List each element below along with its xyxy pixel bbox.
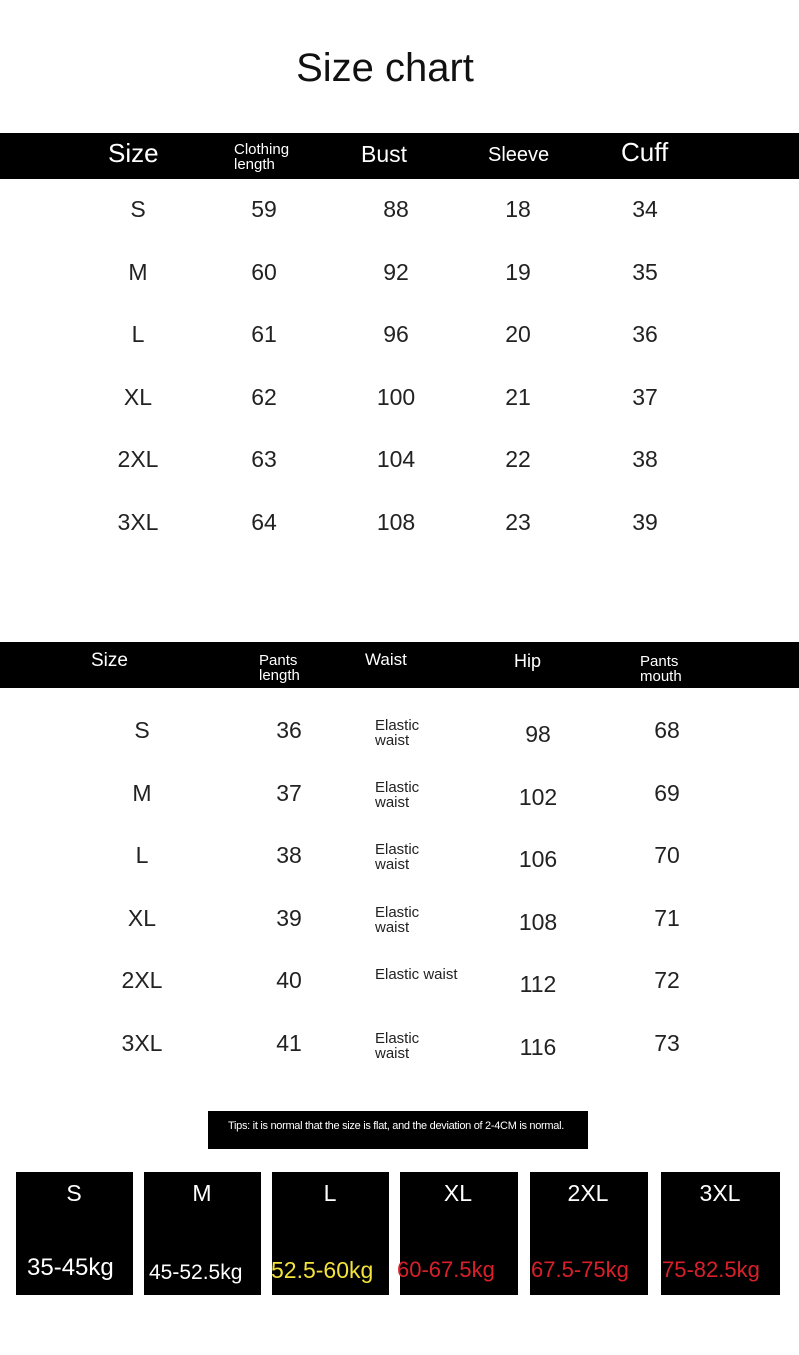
cell-sleeve: 22 xyxy=(505,446,531,472)
weight-range: 52.5-60kg xyxy=(271,1257,374,1283)
cell-length: 63 xyxy=(251,446,277,472)
cell-length: 64 xyxy=(251,509,277,535)
cell-size: L xyxy=(131,321,145,347)
cell-mouth: 73 xyxy=(654,1030,680,1056)
header-size: Size xyxy=(91,650,128,671)
cell-bust: 96 xyxy=(383,321,409,347)
cell-mouth: 71 xyxy=(654,905,680,931)
cell-length: 40 xyxy=(276,967,302,993)
cell-bust: 92 xyxy=(383,259,409,285)
cell-size: 3XL xyxy=(121,1030,163,1056)
cell-size: XL xyxy=(123,384,153,410)
cell-cuff: 35 xyxy=(632,259,658,285)
cell-bust: 104 xyxy=(376,446,416,472)
cell-size: M xyxy=(132,780,152,806)
cell-size: S xyxy=(130,196,146,222)
cell-waist: Elastic waist xyxy=(375,841,420,873)
header-sleeve: Sleeve xyxy=(488,144,550,166)
cell-hip: 116 xyxy=(519,1034,557,1060)
cell-length: 41 xyxy=(276,1030,302,1056)
header-bust: Bust xyxy=(361,141,408,167)
cell-size: M xyxy=(128,259,148,285)
cell-hip: 106 xyxy=(518,846,558,872)
weight-range: 35-45kg xyxy=(27,1254,114,1281)
cell-cuff: 38 xyxy=(632,446,658,472)
weight-size-label: S xyxy=(66,1180,82,1206)
cell-sleeve: 21 xyxy=(505,384,531,410)
cell-waist: Elastic waist xyxy=(375,904,420,936)
weight-size-label: 2XL xyxy=(567,1180,609,1206)
cell-mouth: 69 xyxy=(654,780,680,806)
cell-hip: 112 xyxy=(519,971,557,997)
header-clothing-length: Clothing length xyxy=(234,141,290,173)
weight-size-label: M xyxy=(192,1180,212,1206)
header-hip: Hip xyxy=(514,651,542,671)
cell-size: 3XL xyxy=(117,509,159,535)
cell-size: 2XL xyxy=(121,967,163,993)
cell-waist: Elastic waist xyxy=(375,779,420,811)
cell-length: 62 xyxy=(251,384,277,410)
weight-range: 60-67.5kg xyxy=(397,1257,495,1282)
header-pants-mouth: Pants mouth xyxy=(640,653,682,685)
cell-bust: 108 xyxy=(376,509,416,535)
cell-bust: 100 xyxy=(376,384,416,410)
cell-cuff: 34 xyxy=(632,196,658,222)
weight-size-label: L xyxy=(323,1180,337,1206)
weight-range: 45-52.5kg xyxy=(149,1261,243,1284)
cell-size: S xyxy=(134,717,150,743)
cell-length: 59 xyxy=(251,196,277,222)
cell-length: 38 xyxy=(276,842,302,868)
weight-range: 67.5-75kg xyxy=(531,1257,629,1282)
cell-waist: Elastic waist xyxy=(375,717,420,749)
cell-size: 2XL xyxy=(117,446,159,472)
header-size: Size xyxy=(108,138,159,168)
cell-hip: 108 xyxy=(518,909,558,935)
cell-size: L xyxy=(135,842,149,868)
cell-length: 61 xyxy=(251,321,277,347)
header-pants-length: Pants length xyxy=(259,652,300,684)
cell-cuff: 39 xyxy=(632,509,658,535)
cell-cuff: 37 xyxy=(632,384,658,410)
cell-waist: Elastic waist xyxy=(375,966,458,983)
cell-bust: 88 xyxy=(383,196,409,222)
cell-hip: 102 xyxy=(518,784,558,810)
cell-sleeve: 19 xyxy=(505,259,531,285)
cell-mouth: 72 xyxy=(654,967,680,993)
cell-mouth: 68 xyxy=(654,717,680,743)
cell-sleeve: 20 xyxy=(505,321,531,347)
cell-length: 36 xyxy=(276,717,302,743)
cell-mouth: 70 xyxy=(654,842,680,868)
cell-sleeve: 23 xyxy=(505,509,531,535)
cell-cuff: 36 xyxy=(632,321,658,347)
cell-length: 39 xyxy=(276,905,302,931)
header-cuff: Cuff xyxy=(621,137,669,167)
bottom-table-header xyxy=(0,642,799,688)
top-table-header xyxy=(0,133,799,179)
weight-range: 75-82.5kg xyxy=(662,1257,760,1282)
cell-waist: Elastic waist xyxy=(375,1030,420,1062)
cell-length: 60 xyxy=(251,259,277,285)
weight-size-label: XL xyxy=(443,1180,473,1206)
cell-size: XL xyxy=(127,905,157,931)
cell-length: 37 xyxy=(276,780,302,806)
cell-sleeve: 18 xyxy=(505,196,531,222)
header-waist: Waist xyxy=(365,650,407,669)
page-title: Size chart xyxy=(296,46,474,90)
cell-hip: 98 xyxy=(525,721,551,747)
weight-size-label: 3XL xyxy=(699,1180,741,1206)
tips-banner: Tips: it is normal that the size is flat, and the deviation of 2-4CM is normal. xyxy=(208,1111,588,1149)
